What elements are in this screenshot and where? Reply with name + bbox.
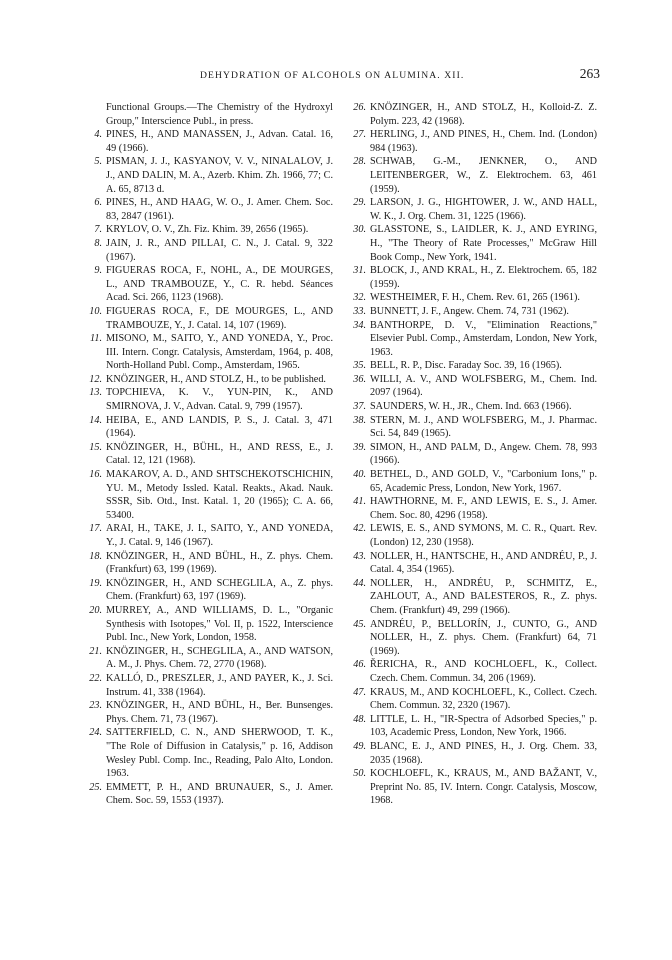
reference-number: 13 . [88,386,102,400]
reference-text: MAKAROV, A. D., AND SHTSCHEKOTSCHICHIN, YU. M., Metody Issled. Katal. Reakts., Akad. Nauk. SSSR, Sib. Otd., Inst. Katal. 1, 20 (1965); C. A. 66, 53400. [106,469,333,521]
reference-text: TOPCHIEVA, K. V., YUN-PIN, K., AND SMIRNOVA, J. V., Advan. Catal. 9, 799 (1957). [106,387,333,413]
reference-item [88,332,333,373]
reference-text: FIGUERAS ROCA, F., NOHL, A., DE MOURGES, L., AND TRAMBOUZE, Y., C. R. hebd. Séances Acad. Sci. 266, 1123 (1968). [106,265,333,304]
reference-text: ŘERICHA, R., AND KOCHLOEFL, K., Collect. Czech. Chem. Commun. 34, 206 (1969). [370,659,597,684]
reference-number: 39 . [352,441,366,455]
reference-text: LEWIS, E. S., AND SYMONS, M. C. R., Quart. Rev. (London) 12, 230 (1958). [370,523,597,548]
reference-item [88,305,333,332]
reference-number: 26 . [352,101,366,115]
reference-item [352,658,597,685]
reference-text: NOLLER, H., HANTSCHE, H., AND ANDRÉU, P., J. Catal. 4, 354 (1965). [370,550,597,576]
reference-number: 6 . [88,196,102,210]
reference-number: 18 . [88,550,102,564]
reference-item [352,128,597,155]
page-header [88,68,600,86]
reference-item [88,672,333,699]
reference-number: 24 . [88,726,102,740]
reference-number: 37 . [352,400,366,414]
reference-number: 14 . [88,414,102,428]
reference-item [352,522,597,549]
reference-text: HEIBA, E., AND LANDIS, P. S., J. Catal. 3, 471 (1964). [106,414,333,440]
reference-item [352,740,597,767]
reference-item [352,441,597,468]
reference-item [352,264,597,291]
reference-text: KRAUS, M., AND KOCHLOEFL, K., Collect. Czech. Chem. Commun. 32, 2320 (1967). [370,686,597,712]
reference-number: 5 . [88,155,102,169]
reference-item [88,373,333,387]
reference-number: 20 . [88,604,102,618]
reference-number: 8 . [88,237,102,251]
reference-number: 11 . [88,332,102,346]
reference-text: KNÖZINGER, H., SCHEGLILA, A., AND WATSON, A. M., J. Phys. Chem. 72, 2770 (1968). [106,645,333,671]
reference-item [352,686,597,713]
reference-item [352,101,597,128]
reference-text: KOCHLOEFL, K., KRAUS, M., AND BAŽANT, V., Preprint No. 85, IV. Intern. Congr. Catalysis, Moscow, 1968. [370,768,597,807]
reference-column-left [88,101,333,808]
reference-item [352,414,597,441]
reference-number: 9 . [88,264,102,278]
reference-number: 15 . [88,441,102,455]
reference-item [352,400,597,414]
reference-text: STERN, M. J., AND WOLFSBERG, M., J. Pharmac. Sci. 54, 849 (1965). [370,414,597,440]
reference-text: SAUNDERS, W. H., JR., Chem. Ind. 663 (1966). [370,401,572,413]
reference-number: 41 . [352,495,366,509]
reference-item [352,155,597,196]
reference-text: WILLI, A. V., AND WOLFSBERG, M., Chem. Ind. 2097 (1964). [370,373,597,399]
reference-item [88,441,333,468]
reference-number: 34 . [352,319,366,333]
reference-number: 23 . [88,699,102,713]
reference-item [88,155,333,196]
reference-text: JAIN, J. R., AND PILLAI, C. N., J. Catal. 9, 322 (1967). [106,237,333,263]
reference-continuation: Functional Groups.—The Chemistry of the Hydroxyl Group," Interscience Publ., in press. [106,102,333,127]
reference-number: 49 . [352,740,366,754]
reference-item [352,550,597,577]
reference-number: 32 . [352,291,366,305]
reference-item [88,223,333,237]
reference-text: PISMAN, J. J., KASYANOV, V. V., NINALALOV, J. J., AND DALIN, M. A., Azerb. Khim. Zh. 1966, 77; C. A. 65, 8713 d. [106,156,333,195]
reference-text: HAWTHORNE, M. F., AND LEWIS, E. S., J. Amer. Chem. Soc. 80, 4296 (1958). [370,496,597,521]
reference-item [88,645,333,672]
reference-text: KNÖZINGER, H., AND BÜHL, H., Z. phys. Chem. (Frankfurt) 63, 199 (1969). [106,550,333,576]
reference-number: 36 . [352,373,366,387]
reference-item [88,264,333,305]
reference-text: KNÖZINGER, H., AND SCHEGLILA, A., Z. phys. Chem. (Frankfurt) 63, 197 (1969). [106,577,333,603]
reference-item [352,196,597,223]
reference-item [352,359,597,373]
reference-number: 7 . [88,223,102,237]
reference-number: 40 . [352,468,366,482]
reference-item [352,618,597,659]
reference-number: 17 . [88,522,102,536]
reference-text: ANDRÉU, P., BELLORÍN, J., CUNTO, G., AND NOLLER, H., Z. phys. Chem. (Frankfurt) 64, 71 (1969). [370,618,597,657]
reference-item [88,196,333,223]
reference-text: KRYLOV, O. V., Zh. Fiz. Khim. 39, 2656 (1965). [106,224,309,236]
reference-number: 50 . [352,767,366,781]
reference-number: 30 . [352,223,366,237]
reference-text: KNÖZINGER, H., AND STOLZ, H., Kolloid-Z. Z. Polym. 223, 42 (1968). [370,102,597,127]
reference-number: 28 . [352,155,366,169]
reference-number: 48 . [352,713,366,727]
reference-number: 31 . [352,264,366,278]
reference-text: BLOCK, J., AND KRAL, H., Z. Elektrochem. 65, 182 (1959). [370,265,597,290]
reference-text: BUNNETT, J. F., Angew. Chem. 74, 731 (1962). [370,305,569,317]
reference-number: 46 . [352,658,366,672]
reference-text: BANTHORPE, D. V., "Elimination Reactions," Elsevier Publ. Comp., Amsterdam, London, New York, 1963. [370,319,597,358]
reference-number: 4 . [88,128,102,142]
reference-number: 42 . [352,522,366,536]
reference-item [352,468,597,495]
reference-number: 43 . [352,550,366,564]
reference-text: MISONO, M., SAITO, Y., AND YONEDA, Y., Proc. III. Intern. Congr. Catalysis, Amsterdam, 1964, p. 408, North-Holland Publ. Comp., Amsterdam, 1965. [106,333,333,372]
reference-text: KNÖZINGER, H., AND STOLZ, H., to be published. [106,373,326,385]
reference-text: PINES, H., AND HAAG, W. O., J. Amer. Chem. Soc. 83, 2847 (1961). [106,197,333,222]
reference-text: BETHEL, D., AND GOLD, V., "Carbonium Ions," p. 65, Academic Press, London, New York, 1967. [370,469,597,494]
reference-item [352,291,597,305]
reference-text: KNÖZINGER, H., AND BÜHL, H., Ber. Bunsenges. Phys. Chem. 71, 73 (1967). [106,700,333,725]
reference-number: 19 . [88,577,102,591]
reference-number: 21 . [88,645,102,659]
reference-text: GLASSTONE, S., LAIDLER, K. J., AND EYRING, H., "The Theory of Rate Processes," McGraw Hill Book Comp., New York, 1941. [370,224,597,263]
reference-number: 27 . [352,128,366,142]
reference-item [352,305,597,319]
reference-text: SIMON, H., AND PALM, D., Angew. Chem. 78, 993 (1966). [370,441,597,467]
reference-number: 22 . [88,672,102,686]
reference-text: LITTLE, L. H., "IR-Spectra of Adsorbed Species," p. 103, Academic Press, London, New York, 1966. [370,713,597,739]
reference-number: 45 . [352,618,366,632]
reference-number: 33 . [352,305,366,319]
reference-text: LARSON, J. G., HIGHTOWER, J. W., AND HALL, W. K., J. Org. Chem. 31, 1225 (1966). [370,197,597,222]
reference-item [88,522,333,549]
reference-item [88,128,333,155]
reference-item [88,577,333,604]
reference-item [88,726,333,780]
reference-item [352,713,597,740]
reference-text: SCHWAB, G.-M., JENKNER, O., AND LEITENBERGER, W., Z. Elektrochem. 63, 461 (1959). [370,156,597,195]
reference-text: ARAI, H., TAKE, J. I., SAITO, Y., AND YONEDA, Y., J. Catal. 9, 146 (1967). [106,523,333,548]
reference-number: 10 . [88,305,102,319]
reference-text: HERLING, J., AND PINES, H., Chem. Ind. (London) 984 (1963). [370,129,597,154]
reference-text: EMMETT, P. H., AND BRUNAUER, S., J. Amer. Chem. Soc. 59, 1553 (1937). [106,781,333,807]
reference-item [352,223,597,264]
reference-item [352,373,597,400]
reference-item [88,550,333,577]
reference-text: BELL, R. P., Disc. Faraday Soc. 39, 16 (1965). [370,360,562,372]
reference-text: FIGUERAS ROCA, F., DE MOURGES, L., AND TRAMBOUZE, Y., J. Catal. 14, 107 (1969). [106,305,333,331]
reference-item [88,604,333,645]
reference-item [88,468,333,522]
reference-text: NOLLER, H., ANDRÉU, P., SCHMITZ, E., ZAHLOUT, A., AND BALESTEROS, R., Z. phys. Chem. (Frankfurt) 49, 299 (1966). [370,577,597,616]
running-title: DEHYDRATION OF ALCOHOLS ON ALUMINA. XII. [200,70,465,81]
reference-item [88,414,333,441]
reference-number: 44 . [352,577,366,591]
reference-text: MURREY, A., AND WILLIAMS, D. L., "Organic Synthesis with Isotopes," Vol. II, p. 1522, Interscience Publ. Inc., New York, London, 1958. [106,604,333,644]
reference-text: PINES, H., AND MANASSEN, J., Advan. Catal. 16, 49 (1966). [106,129,333,154]
reference-item [352,767,597,808]
reference-number: 38 . [352,414,366,428]
reference-text: WESTHEIMER, F. H., Chem. Rev. 61, 265 (1961). [370,292,580,304]
reference-item [88,699,333,726]
reference-text: BLANC, E. J., AND PINES, H., J. Org. Chem. 33, 2035 (1968). [370,740,597,766]
reference-column-right [352,101,597,808]
reference-number: 29 . [352,196,366,210]
reference-item [352,577,597,618]
reference-item [88,237,333,264]
reference-text: KNÖZINGER, H., BÜHL, H., AND RESS, E., J. Catal. 12, 121 (1968). [106,441,333,467]
reference-item [88,386,333,413]
reference-text: KALLÓ, D., PRESZLER, J., AND PAYER, K., J. Sci. Instrum. 41, 338 (1964). [106,672,333,698]
reference-text: SATTERFIELD, C. N., AND SHERWOOD, T. K., "The Role of Diffusion in Catalysis," p. 16, Addison Wesley Publ. Comp. Inc., Reading, Palo Alto, London. 1963. [106,727,333,780]
reference-item [352,495,597,522]
reference-number: 12 . [88,373,102,387]
reference-number: 25 . [88,781,102,795]
reference-number: 35 . [352,359,366,373]
reference-item [352,319,597,360]
reference-number: 16 . [88,468,102,482]
reference-number: 47 . [352,686,366,700]
reference-item [88,781,333,808]
page-number: 263 [579,66,600,81]
